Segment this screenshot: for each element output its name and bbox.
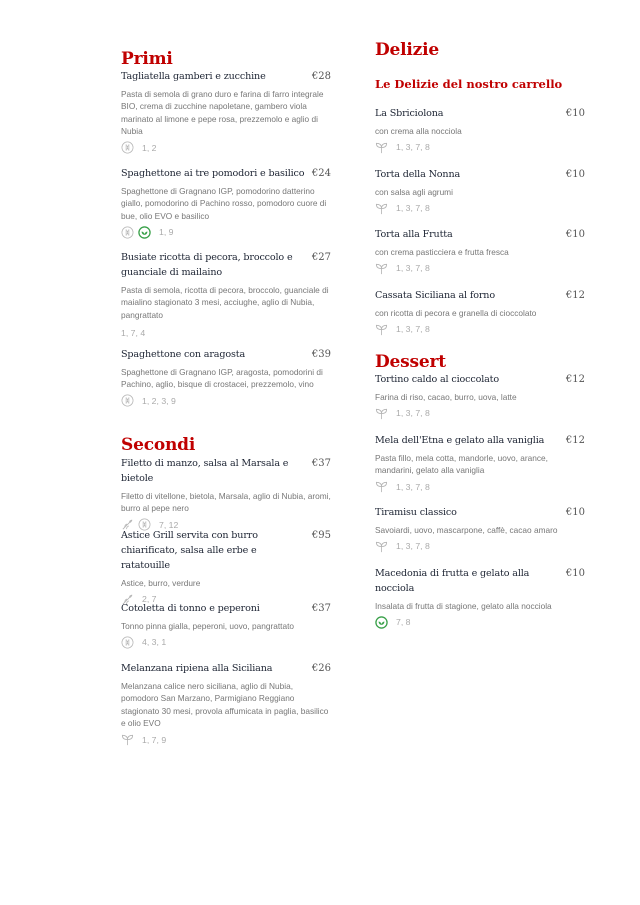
item-description: con crema pasticciera e frutta fresca bbox=[375, 247, 509, 257]
item-price: €27 bbox=[311, 252, 331, 263]
item-price: €10 bbox=[565, 229, 585, 240]
item-price: €95 bbox=[311, 530, 331, 541]
item-name: Torta alla Frutta bbox=[375, 229, 453, 240]
item-name: La Sbriciolona bbox=[375, 108, 444, 119]
item-price: €10 bbox=[565, 108, 585, 119]
wheat-icon bbox=[121, 636, 134, 649]
vegetarian-sprout-icon bbox=[375, 202, 388, 215]
vegan-icon bbox=[138, 226, 151, 239]
item-price: €12 bbox=[565, 435, 585, 446]
item-name: Astice Grill servita con burro chiarificato, salsa alle erbe e ratatouille bbox=[121, 530, 258, 571]
vegetarian-sprout-icon bbox=[121, 733, 134, 746]
item-meta bbox=[375, 480, 585, 494]
allergen-codes: 1, 3, 7, 8 bbox=[396, 203, 430, 214]
item-description: Melanzana calice nero siciliana, aglio di Nubia, pomodoro San Marzano, Parmigiano Reggiano stagionato 30 mesi, provola affumicata in paglia, basilico e olio EVO bbox=[121, 681, 329, 729]
item-name: Melanzana ripiena alla Siciliana bbox=[121, 663, 273, 674]
allergen-codes: 1, 3, 7, 8 bbox=[396, 142, 430, 153]
menu-item bbox=[375, 372, 585, 420]
menu-item bbox=[375, 106, 585, 154]
item-meta bbox=[121, 635, 331, 649]
section-title-primi: Primi bbox=[121, 49, 173, 69]
allergen-codes: 7, 12 bbox=[159, 519, 179, 530]
item-meta bbox=[375, 539, 585, 553]
allergen-codes: 1, 3, 7, 8 bbox=[396, 408, 430, 419]
item-meta bbox=[375, 406, 585, 420]
item-description: con ricotta di pecora e granella di cioccolato bbox=[375, 308, 537, 318]
allergen-codes: 1, 3, 7, 8 bbox=[396, 324, 430, 335]
vegetarian-sprout-icon bbox=[375, 141, 388, 154]
vegetarian-sprout-icon bbox=[375, 323, 388, 336]
menu-item bbox=[375, 566, 585, 629]
item-description: Farina di riso, cacao, burro, uova, latte bbox=[375, 392, 517, 402]
item-description: Pasta di semola, ricotta di pecora, broccolo, guanciale di maialino stagionato 3 mesi, acciughe, aglio di Nubia, pangrattato bbox=[121, 285, 329, 320]
menu-item bbox=[121, 347, 331, 408]
menu-item bbox=[375, 288, 585, 336]
item-price: €10 bbox=[565, 507, 585, 518]
menu-item bbox=[121, 250, 331, 340]
allergen-codes: 2, 7 bbox=[142, 594, 157, 605]
item-price: €28 bbox=[311, 71, 331, 82]
item-price: €39 bbox=[311, 349, 331, 360]
item-name: Mela dell'Etna e gelato alla vaniglia bbox=[375, 435, 545, 446]
allergen-codes: 1, 3, 7, 8 bbox=[396, 263, 430, 274]
allergen-codes: 1, 2, 3, 9 bbox=[142, 395, 176, 406]
vegetarian-sprout-icon bbox=[375, 540, 388, 553]
item-name: Macedonia di frutta e gelato alla nocciola bbox=[375, 568, 530, 594]
item-meta bbox=[121, 326, 331, 340]
menu-item bbox=[121, 601, 331, 649]
section-title-delizie: Delizie bbox=[375, 40, 440, 60]
section-title-secondi: Secondi bbox=[121, 435, 196, 455]
item-description: Spaghettone di Gragnano IGP, pomodorino datterino giallo, pomodorino di Pachino rosso, pomodoro cuore di bue, olio EVO e basilico bbox=[121, 186, 327, 221]
item-meta bbox=[121, 394, 331, 408]
item-price: €12 bbox=[565, 374, 585, 385]
item-name: Tiramisu classico bbox=[375, 507, 457, 518]
item-meta bbox=[375, 322, 585, 336]
item-meta bbox=[121, 733, 331, 747]
item-description: Savoiardi, uovo, mascarpone, caffè, cacao amaro bbox=[375, 525, 558, 535]
item-description: con crema alla nocciola bbox=[375, 126, 462, 136]
item-description: Astice, burro, verdure bbox=[121, 578, 201, 588]
item-description: Tonno pinna gialla, peperoni, uovo, pangrattato bbox=[121, 621, 294, 631]
item-name: Busiate ricotta di pecora, broccolo e guanciale di mailaino bbox=[121, 252, 293, 278]
item-name: Tortino caldo al cioccolato bbox=[375, 374, 500, 385]
item-description: con salsa agli agrumi bbox=[375, 187, 453, 197]
item-meta bbox=[375, 201, 585, 215]
item-description: Insalata di frutta di stagione, gelato alla nocciola bbox=[375, 601, 552, 611]
menu-item bbox=[375, 227, 585, 275]
item-price: €10 bbox=[565, 169, 585, 180]
item-price: €26 bbox=[311, 663, 331, 674]
allergen-codes: 1, 3, 7, 8 bbox=[396, 481, 430, 492]
menu-item bbox=[375, 505, 585, 553]
item-name: Torta della Nonna bbox=[375, 169, 461, 180]
item-name: Tagliatella gamberi e zucchine bbox=[121, 71, 266, 82]
allergen-codes: 1, 7, 9 bbox=[142, 734, 167, 745]
item-description: Filetto di vitellone, bietola, Marsala, aglio di Nubia, aromi, burro al pepe nero bbox=[121, 491, 331, 514]
allergen-codes: 1, 2 bbox=[142, 142, 157, 153]
vegetarian-sprout-icon bbox=[375, 407, 388, 420]
menu-item bbox=[121, 69, 331, 155]
item-price: €37 bbox=[311, 603, 331, 614]
item-price: €12 bbox=[565, 290, 585, 301]
menu-item bbox=[375, 167, 585, 215]
subsection-title-carrello: Le Delizie del nostro carrello bbox=[375, 77, 563, 91]
wheat-icon bbox=[121, 226, 134, 239]
item-description: Spaghettone di Gragnano IGP, aragosta, pomodorini di Pachino, aglio, bisque di crostacei, prezzemolo, vino bbox=[121, 367, 323, 390]
allergen-codes: 1, 9 bbox=[159, 227, 174, 238]
item-meta bbox=[121, 141, 331, 155]
item-meta bbox=[375, 140, 585, 154]
allergen-codes: 1, 7, 4 bbox=[121, 328, 146, 339]
wheat-icon bbox=[121, 141, 134, 154]
allergen-codes: 1, 3, 7, 8 bbox=[396, 541, 430, 552]
vegetarian-sprout-icon bbox=[375, 262, 388, 275]
wheat-icon bbox=[121, 394, 134, 407]
allergen-codes: 4, 3, 1 bbox=[142, 637, 167, 648]
vegan-icon bbox=[375, 616, 388, 629]
menu-item bbox=[121, 661, 331, 747]
menu-item bbox=[121, 456, 331, 532]
item-meta bbox=[121, 225, 331, 239]
item-price: €10 bbox=[565, 568, 585, 579]
item-name: Filetto di manzo, salsa al Marsala e bietole bbox=[121, 458, 289, 484]
item-name: Cassata Siciliana al forno bbox=[375, 290, 495, 301]
menu-item bbox=[375, 433, 585, 494]
item-description: Pasta di semola di grano duro e farina di farro integrale BIO, crema di zucchine napoletane, gambero viola marinato al limone e pepe rosa, prezzemolo e aglio di Nubia bbox=[121, 89, 324, 137]
item-price: €24 bbox=[311, 168, 331, 179]
section-title-dessert: Dessert bbox=[375, 352, 446, 372]
vegetarian-sprout-icon bbox=[375, 480, 388, 493]
menu-item bbox=[121, 528, 331, 606]
item-description: Pasta fillo, mela cotta, mandorle, uovo, arance, mandarini, gelato alla vaniglia bbox=[375, 453, 548, 476]
item-meta bbox=[375, 615, 585, 629]
item-name: Spaghettone con aragosta bbox=[121, 349, 246, 360]
item-name: Cotoletta di tonno e peperoni bbox=[121, 603, 260, 614]
item-name: Spaghettone ai tre pomodori e basilico bbox=[121, 168, 305, 179]
item-price: €37 bbox=[311, 458, 331, 469]
allergen-codes: 7, 8 bbox=[396, 617, 411, 628]
menu-item bbox=[121, 166, 331, 239]
item-meta bbox=[375, 261, 585, 275]
